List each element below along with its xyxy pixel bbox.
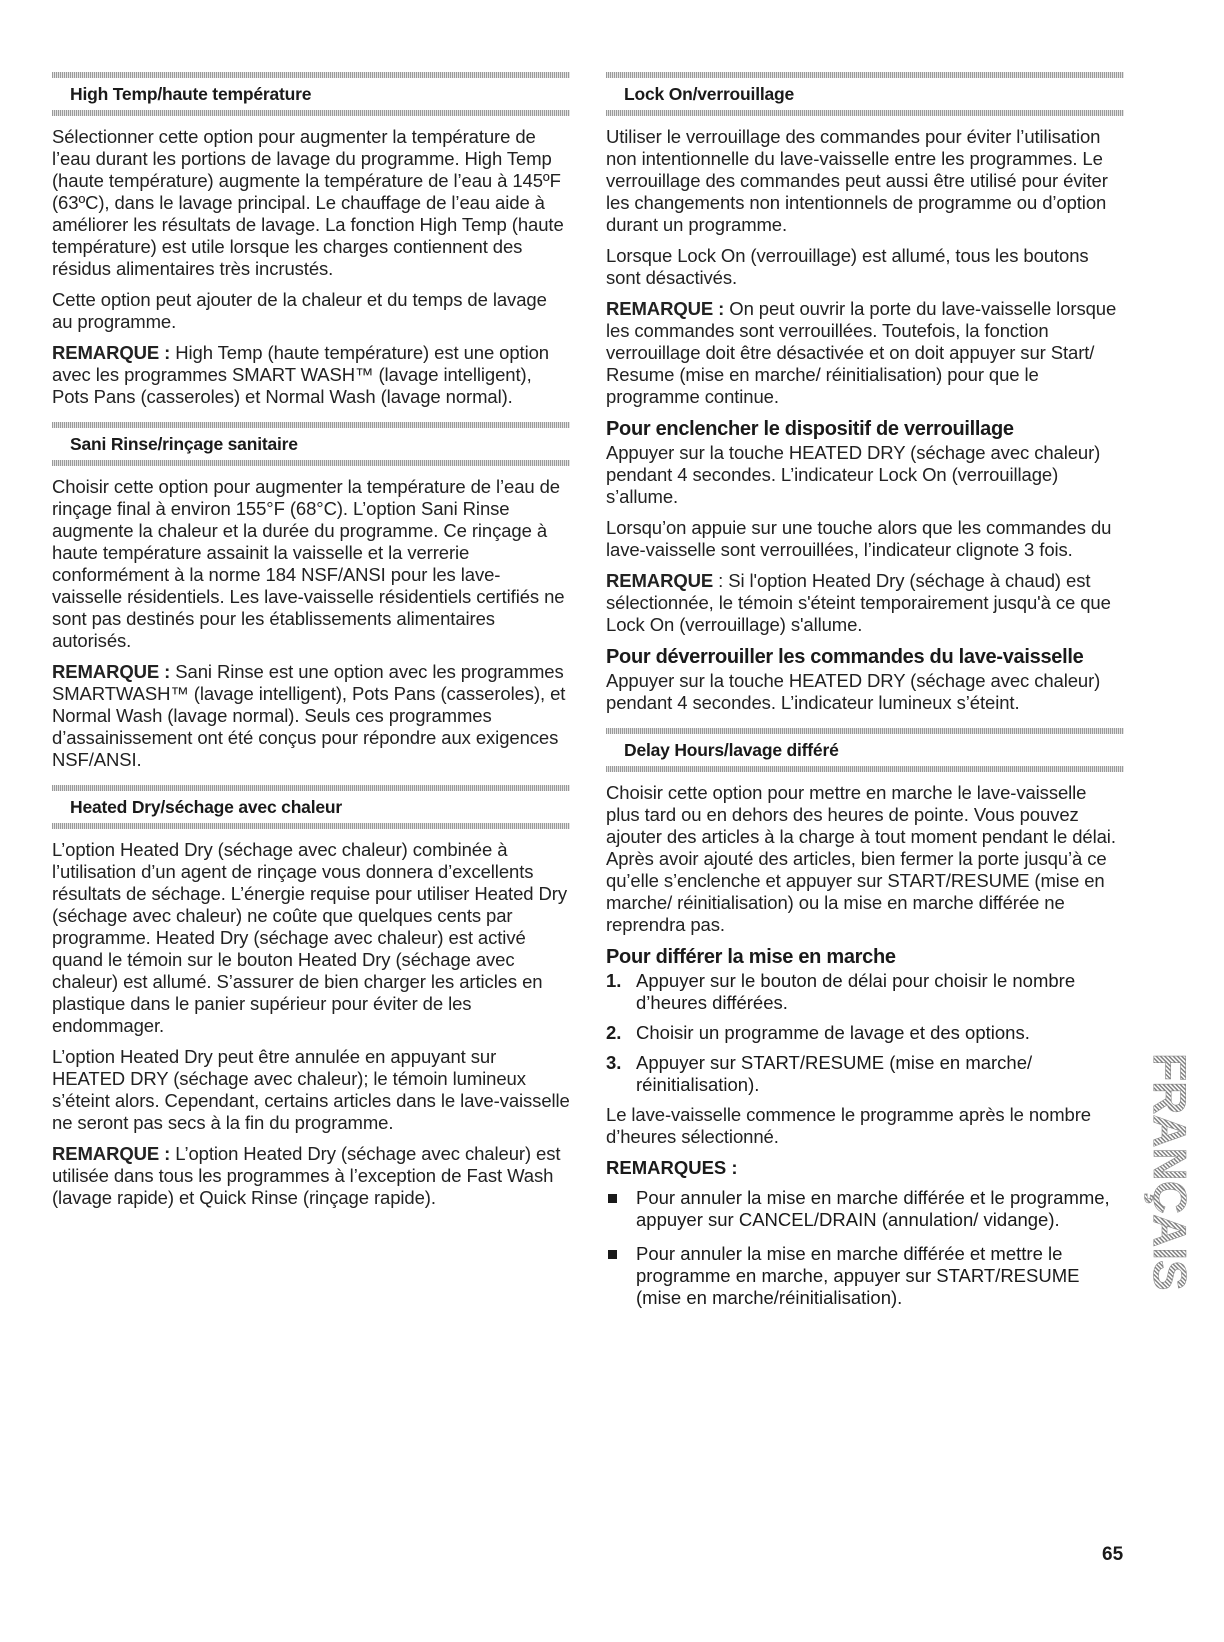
bullet-square-icon bbox=[608, 1194, 617, 1203]
section-heading-heated-dry: Heated Dry/séchage avec chaleur bbox=[52, 785, 570, 829]
page-number: 65 bbox=[1102, 1544, 1124, 1565]
note-paragraph bbox=[606, 570, 1124, 636]
section-delay-hours bbox=[606, 728, 1124, 1309]
side-language-tab bbox=[1144, 1052, 1196, 1642]
paragraph: Cette option peut ajouter de la chaleur et du temps de lavage au programme. bbox=[52, 289, 547, 332]
list-item bbox=[606, 1243, 1124, 1309]
paragraph: Sélectionner cette option pour augmenter la température de l’eau durant les portions de lavage du programme. High Temp (haute température) augmente la température de l’eau à 145ºF (63ºC), dans le lavage principal. Le chauffage de l’eau aide à améliorer les résultats de lavage. La fonction High Temp (haute température) est utile lorsque les charges contiennent des résidus alimentaires très incrustés. bbox=[52, 126, 564, 279]
note-label: REMARQUE : bbox=[52, 342, 171, 363]
subheading-delay-start: Pour différer la mise en marche bbox=[606, 946, 896, 968]
list-item bbox=[606, 1052, 1124, 1096]
note-text: L’option Heated Dry (séchage avec chaleur) est utilisée dans tous les programmes à l’exception de Fast Wash (lavage rapide) et Quick Rinse (rinçage rapide). bbox=[52, 1143, 561, 1208]
note-text: Sani Rinse est une option avec les programmes SMARTWASH™ (lavage intelligent), Pots Pans (casseroles), et Normal Wash (lavage normal). Seuls ces programmes d’assainissement ont été conçus pour répondre aux exigences NSF/ANSI. bbox=[52, 661, 566, 770]
side-tab-graphic bbox=[1144, 1052, 1196, 1642]
section-lock-on bbox=[606, 72, 1124, 714]
note-label: REMARQUE : bbox=[606, 298, 725, 319]
paragraph: Choisir cette option pour augmenter la température de l’eau de rinçage final à environ 155°F (68°C). L’option Sani Rinse augmente la chaleur et la durée du programme. Ce rinçage à haute température assainit la vaisselle et la verrerie conformément à la norme 184 NSF/ANSI pour les lave-vaisselle résidentiels. Les lave-vaisselle résidentiels certifiés ne sont pas destinés pour les établissements alimentaires autorisés. bbox=[52, 476, 565, 651]
section-sani-rinse bbox=[52, 422, 570, 771]
paragraph: Le lave-vaisselle commence le programme après le nombre d’heures sélectionné. bbox=[606, 1104, 1091, 1147]
note-text: On peut ouvrir la porte du lave-vaisselle lorsque les commandes sont verrouillées. Toutefois, la fonction verrouillage doit être désactivée et on doit appuyer sur Start/ Resume (mise en marche/ réinitialisation) pour que le programme continue. bbox=[606, 298, 1117, 407]
step-text: Appuyer sur START/RESUME (mise en marche/ réinitialisation). bbox=[636, 1052, 1033, 1095]
remarks-list bbox=[606, 1187, 1124, 1309]
note-label: REMARQUE : bbox=[52, 1143, 171, 1164]
paragraph: L’option Heated Dry (séchage avec chaleur) combinée à l’utilisation d’un agent de rinçage vous donnera d’excellents résultats de séchage. L’énergie requise pour utiliser Heated Dry (séchage avec chaleur) ne coûte que quelques cents par programme. Heated Dry (séchage avec chaleur) est activé quand le témoin sur le bouton Heated Dry (séchage avec chaleur) est allumé. S’assurer de bien charger les articles en plastique dans le panier supérieur pour éviter de les endommager. bbox=[52, 839, 567, 1036]
paragraph: Appuyer sur la touche HEATED DRY (séchage avec chaleur) pendant 4 secondes. L’indicateur lumineux s’éteint. bbox=[606, 670, 1101, 713]
note-label: REMARQUE bbox=[606, 570, 714, 591]
note-text: High Temp (haute température) est une option avec les programmes SMART WASH™ (lavage intelligent), Pots Pans (casseroles) et Normal Wash (lavage normal). bbox=[52, 342, 549, 407]
section-heading-high-temp: High Temp/haute température bbox=[52, 72, 570, 116]
step-number: 3. bbox=[606, 1052, 622, 1073]
paragraph: Utiliser le verrouillage des commandes pour éviter l’utilisation non intentionnelle du lave-vaisselle entre les programmes. Le verrouillage des commandes peut aussi être utilisé pour éviter les changements non intentionnels de programme ou d’option durant un programme. bbox=[606, 126, 1108, 235]
paragraph: L’option Heated Dry peut être annulée en appuyant sur HEATED DRY (séchage avec chaleur); le témoin lumineux s’éteint alors. Cependant, certains articles dans le lave-vaisselle ne seront pas secs à la fin du programme. bbox=[52, 1046, 570, 1133]
remark-text: Pour annuler la mise en marche différée et mettre le programme en marche, appuyer sur START/RESUME (mise en marche/réinitialisation). bbox=[636, 1243, 1080, 1308]
note-paragraph bbox=[52, 1143, 570, 1209]
steps-list bbox=[606, 970, 1124, 1096]
note-label: REMARQUE : bbox=[52, 661, 171, 682]
bullet-square-icon bbox=[608, 1250, 617, 1259]
note-paragraph bbox=[52, 342, 570, 408]
left-column bbox=[52, 72, 570, 1218]
section-heading-sani-rinse: Sani Rinse/rinçage sanitaire bbox=[52, 422, 570, 466]
step-number: 2. bbox=[606, 1022, 622, 1043]
list-item bbox=[606, 970, 1124, 1014]
subheading-unlock: Pour déverrouiller les commandes du lave-vaisselle bbox=[606, 646, 1084, 668]
right-column bbox=[606, 72, 1124, 1321]
remarks-title: REMARQUES : bbox=[606, 1157, 738, 1178]
section-heated-dry bbox=[52, 785, 570, 1209]
step-text: Appuyer sur le bouton de délai pour choisir le nombre d’heures différées. bbox=[636, 970, 1076, 1013]
subheading-engage-lock: Pour enclencher le dispositif de verrouillage bbox=[606, 418, 1014, 440]
paragraph: Lorsqu’on appuie sur une touche alors que les commandes du lave-vaisselle sont verrouillées, l’indicateur clignote 3 fois. bbox=[606, 517, 1112, 560]
list-item bbox=[606, 1022, 1124, 1044]
step-number: 1. bbox=[606, 970, 622, 991]
section-heading-lock-on: Lock On/verrouillage bbox=[606, 72, 1124, 116]
side-tab-label: FRANÇAIS bbox=[1144, 1053, 1196, 1291]
note-text: : Si l'option Heated Dry (séchage à chaud) est sélectionnée, le témoin s'éteint temporairement jusqu'à ce que Lock On (verrouillage) s'allume. bbox=[606, 570, 1111, 635]
step-text: Choisir un programme de lavage et des options. bbox=[636, 1022, 1030, 1043]
paragraph: Lorsque Lock On (verrouillage) est allumé, tous les boutons sont désactivés. bbox=[606, 245, 1089, 288]
paragraph: Appuyer sur la touche HEATED DRY (séchage avec chaleur) pendant 4 secondes. L’indicateur Lock On (verrouillage) s’allume. bbox=[606, 442, 1101, 507]
section-high-temp bbox=[52, 72, 570, 408]
note-paragraph bbox=[52, 661, 570, 771]
note-paragraph bbox=[606, 298, 1124, 408]
list-item bbox=[606, 1187, 1124, 1231]
section-heading-delay-hours: Delay Hours/lavage différé bbox=[606, 728, 1124, 772]
remark-text: Pour annuler la mise en marche différée et le programme, appuyer sur CANCEL/DRAIN (annulation/ vidange). bbox=[636, 1187, 1110, 1230]
paragraph: Choisir cette option pour mettre en marche le lave-vaisselle plus tard ou en dehors des heures de pointe. Vous pouvez ajouter des articles à la charge à tout moment pendant le délai. Après avoir ajouté des articles, bien fermer la porte jusqu’à ce qu’elle s’enclenche et appuyer sur START/RESUME (mise en marche/ réinitialisation) ou la mise en marche différée ne reprendra pas. bbox=[606, 782, 1116, 935]
